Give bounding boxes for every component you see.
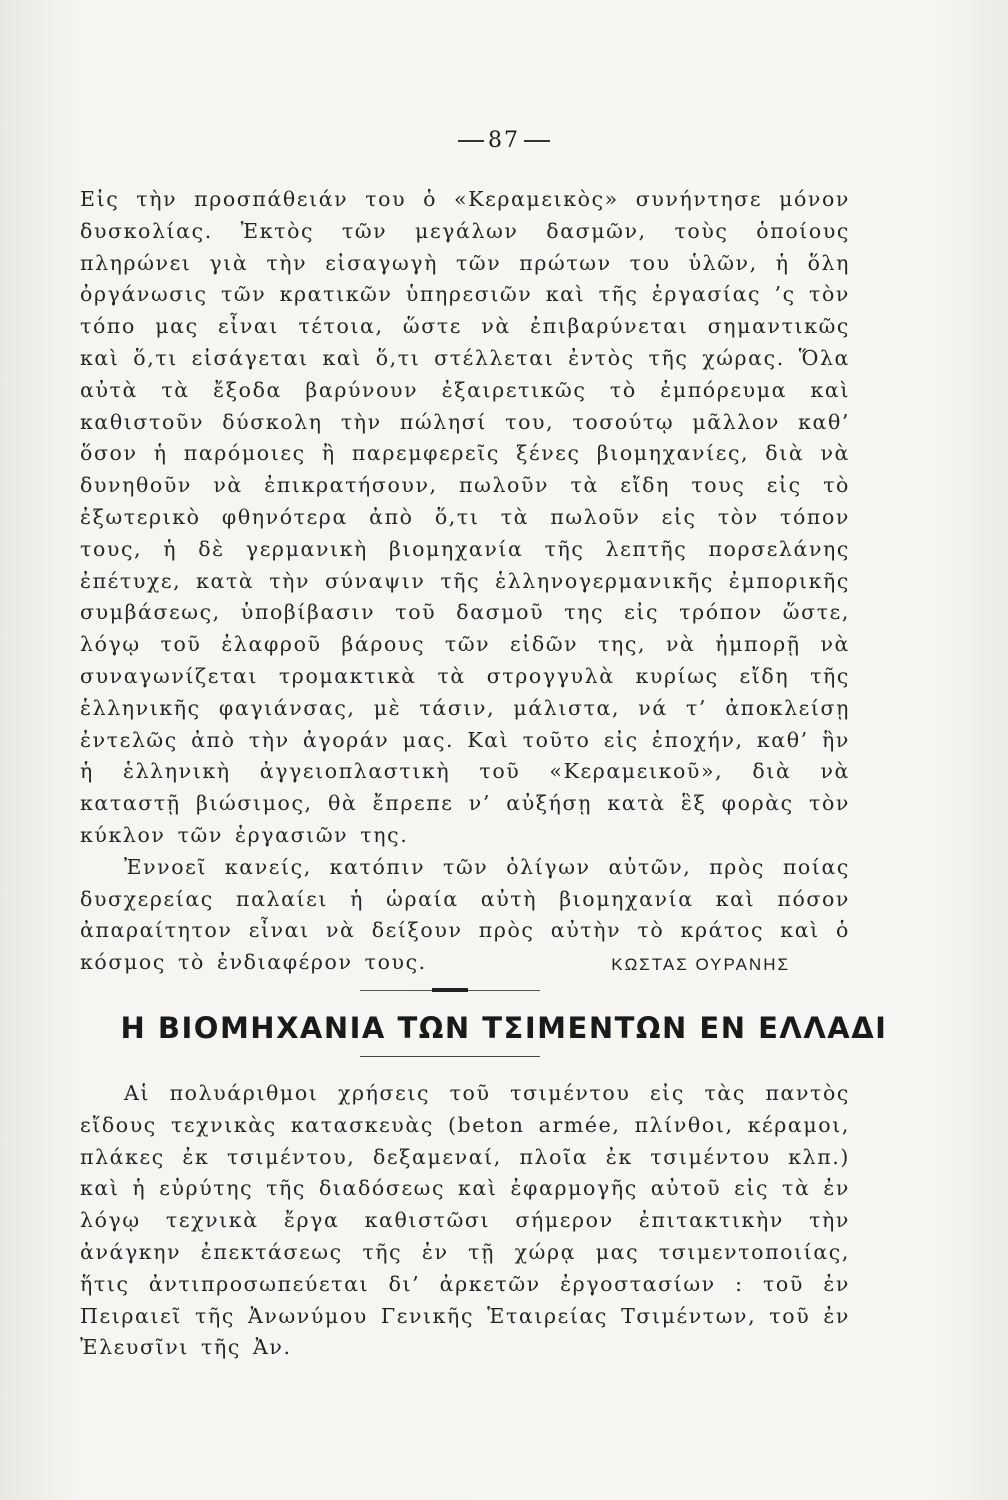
page-number: 87 xyxy=(488,128,520,153)
author-signature: ΚΩΣΤΑΣ ΟΥΡΑΝΗΣ xyxy=(611,955,790,974)
section-divider xyxy=(360,990,540,991)
article-one-paragraph-1: Εἰς τὴν προσπάθειάν του ὁ «Κεραμεικὸς» συνήντησε μόνον δυσκολίας. Ἐκτὸς τῶν μεγάλων δασμῶν, τοὺς ὁποίους πληρώνει γιὰ τὴν εἰσαγωγὴ τῶν πρώτων του ὑλῶν, ἡ ὅλη ὀργάνωσις τῶν κρατικῶν ὑπηρεσιῶν καὶ τῆς ἐργασίας ’ς τὸν τόπο μας εἶναι τέτοια, ὥστε νὰ ἐπιβαρύνεται σημαντικῶς καὶ ὅ,τι εἰσάγεται καὶ ὅ,τι στέλλεται ἐντὸς τῆς χώρας. Ὅλα αὐτὰ τὰ ἔξοδα βαρύνουν ἐξαιρετικῶς τὸ ἐμπόρευμα καὶ καθιστοῦν δύσκολη τὴν πώλησί του, τοσούτῳ μᾶλλον καθ’ ὅσον ἡ παρόμοιες ἢ παρεμφερεῖς ξένες βιομηχανίες, διὰ νὰ δυνηθοῦν νὰ ἐπικρατήσουν, πωλοῦν τὰ εἴδη τους εἰς τὸ ἐξωτερικὸ φθηνότερα ἀπὸ ὅ,τι τὰ πωλοῦν εἰς τὸν τόπον τους, ἡ δὲ γερμανικὴ βιομηχανία τῆς λεπτῆς πορσελάνης ἐπέτυχε, κατὰ τὴν σύναψιν τῆς ἑλληνογερμανικῆς ἐμπορικῆς συμβάσεως, ὑποβίβασιν τοῦ δασμοῦ της εἰς τρόπον ὥστε, λόγῳ τοῦ ἐλαφροῦ βάρους τῶν εἰδῶν της, νὰ ἠμπορῇ νὰ συναγωνίζεται τρομακτικὰ τὰ στρογγυλὰ κυρίως εἴδη τῆς ἑλληνικῆς φαγιάνσας, μὲ τάσιν, μάλιστα, νά τ’ ἀποκλείσῃ ἐντελῶς ἀπὸ τὴν ἀγοράν μας. Καὶ τοῦτο εἰς ἐποχήν, καθ’ ἣν ἡ ἑλληνικὴ ἀγγειοπλαστικὴ τοῦ «Κεραμεικοῦ», διὰ νὰ καταστῇ βιώσιμος, θὰ ἔπρεπε ν’ αὐξήσῃ κατὰ ἓξ φορὰς τὸν κύκλον τῶν ἐργασιῶν της. xyxy=(80,187,850,847)
section-divider-mark xyxy=(432,988,468,992)
article-one-body xyxy=(80,184,850,979)
article-two-title: Η ΒΙΟΜΗΧΑΝΙΑ ΤΩΝ ΤΣΙΜΕΝΤΩΝ ΕΝ ΕΛΛΑΔΙ xyxy=(120,1011,888,1045)
page-number-header xyxy=(0,128,1008,153)
article-two-paragraph-1: Αἱ πολυάριθμοι χρήσεις τοῦ τσιμέντου εἰς τὰς παντὸς εἴδους τεχνικὰς κατασκευὰς (beton armée, πλίνθοι, κέραμοι, πλάκες ἐκ τσιμέντου, δεξαμεναί, πλοῖα ἐκ τσιμέντου κλπ.) καὶ ἡ εὐρύτης τῆς διαδόσεως καὶ ἐφαρμογῆς αὐτοῦ εἰς τὰ ἐν λόγῳ τεχνικὰ ἔργα καθιστῶσι σήμερον ἐπιτακτικὴν τὴν ἀνάγκην ἐπεκτάσεως τῆς ἐν τῇ χώρᾳ μας τσιμεντοποιίας, ἥτις ἀντιπροσωπεύεται δι’ ἀρκετῶν ἐργοστασίων : τοῦ ἐν Πειραιεῖ τῆς Ἀνωνύμου Γενικῆς Ἑταιρείας Τσιμέντων, τοῦ ἐν Ἐλευσῖνι τῆς Ἀν. xyxy=(80,1081,850,1360)
page-number-left-dash xyxy=(458,140,484,142)
article-one-paragraph-2: Ἐννοεῖ κανείς, κατόπιν τῶν ὀλίγων αὐτῶν, πρὸς ποίας δυσχερείας παλαίει ἡ ὡραία αὐτὴ βιομηχανία καὶ πόσον ἀπαραίτητον εἶναι νὰ δείξουν πρὸς αὐτὴν τὸ κράτος καὶ ὁ κόσμος τὸ ἐνδιαφέρον τους. xyxy=(80,854,850,975)
page-number-right-dash xyxy=(524,140,550,142)
article-two-body xyxy=(80,1078,850,1364)
title-underline xyxy=(360,1056,540,1057)
